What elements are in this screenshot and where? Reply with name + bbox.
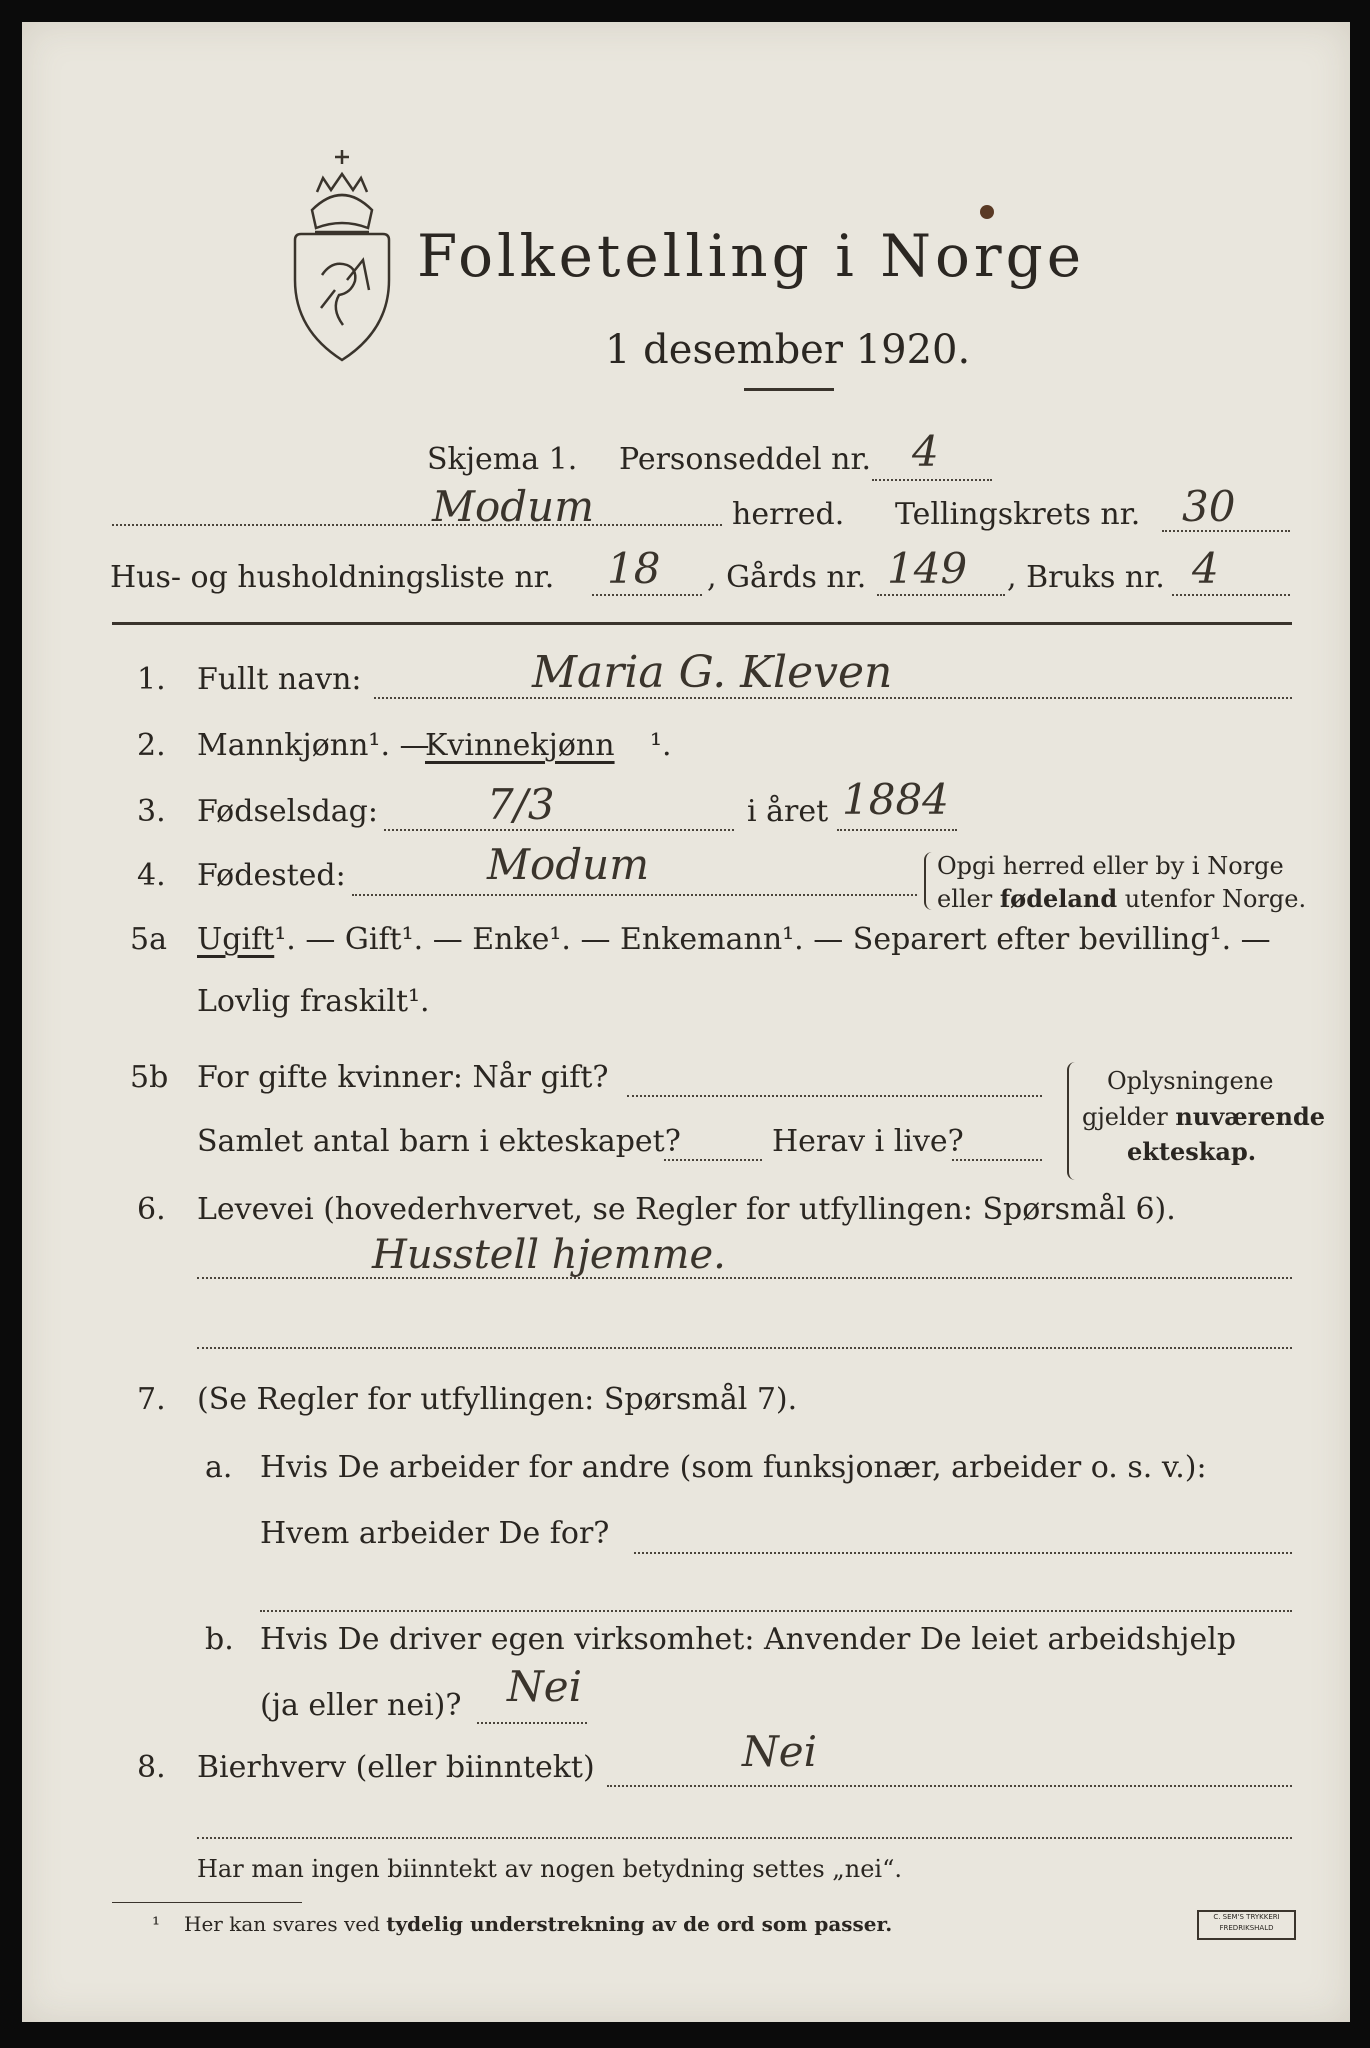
q5b-line2a: Samlet antal barn i ekteskapet?: [197, 1124, 681, 1159]
ink-spot: [980, 205, 994, 219]
q2-sup: ¹.: [650, 728, 672, 763]
q5b-number: 5b: [130, 1060, 169, 1095]
secondary-income-value[interactable]: Nei: [742, 1727, 818, 1776]
q1-number: 1.: [137, 662, 166, 697]
q5a-ugift-underlined[interactable]: Ugift: [197, 922, 275, 957]
tellingskrets-label: Tellingskrets nr.: [895, 497, 1141, 532]
gards-value[interactable]: 149: [887, 544, 968, 593]
birthplace-value[interactable]: Modum: [487, 840, 650, 889]
hired-help-value[interactable]: Nei: [507, 1662, 583, 1711]
q5b-line1: For gifte kvinner: Når gift?: [197, 1060, 609, 1095]
census-form: [22, 22, 1350, 2022]
q5a-number: 5a: [130, 922, 167, 957]
q4-note-line2: eller fødeland utenfor Norge.: [937, 884, 1307, 913]
tellingskrets-value[interactable]: 30: [1182, 482, 1236, 531]
herred-value[interactable]: Modum: [432, 482, 595, 531]
personseddel-value[interactable]: 4: [912, 427, 939, 476]
q1-label: Fullt navn:: [197, 662, 362, 697]
q5a-line2: Lovlig fraskilt¹.: [197, 984, 430, 1019]
footnote-divider: [112, 1902, 302, 1903]
q4-number: 4.: [137, 858, 166, 893]
q7a-question: Hvem arbeider De for?: [260, 1516, 610, 1551]
q7b-letter: b.: [205, 1622, 234, 1657]
q5b-note3: ekteskap.: [1127, 1137, 1257, 1166]
footnote-number: ¹: [152, 1912, 161, 1936]
gards-label: , Gårds nr.: [707, 560, 867, 595]
q5b-note1: Oplysningene: [1107, 1067, 1274, 1095]
q6-label: Levevei (hovederhvervet, se Regler for utfyllingen: Spørsmål 6).: [197, 1192, 1176, 1227]
herred-label: herred.: [732, 497, 845, 532]
q4-note-line1: Opgi herred eller by i Norge: [937, 852, 1284, 880]
form-title: Folketelling i Norge: [417, 222, 1086, 290]
q7a-letter: a.: [205, 1450, 233, 1485]
full-name-value[interactable]: Maria G. Kleven: [532, 647, 893, 698]
bruks-label: , Bruks nr.: [1007, 560, 1165, 595]
q7-label: (Se Regler for utfyllingen: Spørsmål 7).: [197, 1382, 798, 1417]
q2-female-underlined[interactable]: Kvinnekjønn: [425, 728, 615, 763]
q7a-text: Hvis De arbeider for andre (som funksjonær, arbeider o. s. v.):: [260, 1450, 1207, 1485]
q8-note: Har man ingen biinntekt av nogen betydning settes „nei“.: [197, 1855, 902, 1883]
birthday-value[interactable]: 7/3: [487, 780, 555, 829]
bruks-value[interactable]: 4: [1192, 544, 1219, 593]
q5b-line2b: Herav i live?: [772, 1124, 964, 1159]
q3-year-label: i året: [747, 794, 829, 829]
q5b-note2: gjelder nuværende: [1082, 1102, 1326, 1131]
personseddel-label: Personseddel nr.: [619, 442, 872, 477]
occupation-value[interactable]: Husstell hjemme.: [372, 1232, 726, 1278]
skjema-label: Skjema 1.: [427, 442, 578, 477]
printer-stamp: C. SEM'S TRYKKERI FREDRIKSHALD: [1197, 1910, 1296, 1940]
q6-number: 6.: [137, 1192, 166, 1227]
q4-label: Fødested:: [197, 858, 346, 893]
title-divider: [744, 388, 834, 391]
coat-of-arms-icon: [277, 140, 407, 370]
q5a-options: Ugift¹. — Gift¹. — Enke¹. — Enkemann¹. — Separert efter bevilling¹. —: [197, 922, 1271, 957]
q2-male: Mannkjønn¹. —: [197, 728, 430, 763]
husliste-value[interactable]: 18: [607, 544, 661, 593]
q2-number: 2.: [137, 728, 166, 763]
q7b-text: Hvis De driver egen virksomhet: Anvender De leiet arbeidshjelp: [260, 1622, 1237, 1657]
header-divider: [112, 622, 1292, 625]
footnote-text: Her kan svares ved tydelig understrekning av de ord som passer.: [184, 1912, 893, 1936]
q8-number: 8.: [137, 1750, 166, 1785]
q3-number: 3.: [137, 794, 166, 829]
q3-label: Fødselsdag:: [197, 794, 378, 829]
q7b-question: (ja eller nei)?: [260, 1688, 462, 1723]
census-date: 1 desember 1920.: [605, 327, 971, 373]
husliste-label: Hus- og husholdningsliste nr.: [110, 560, 555, 595]
q7-number: 7.: [137, 1382, 166, 1417]
birth-year-value[interactable]: 1884: [842, 775, 949, 824]
q8-label: Bierhverv (eller biinntekt): [197, 1750, 595, 1785]
